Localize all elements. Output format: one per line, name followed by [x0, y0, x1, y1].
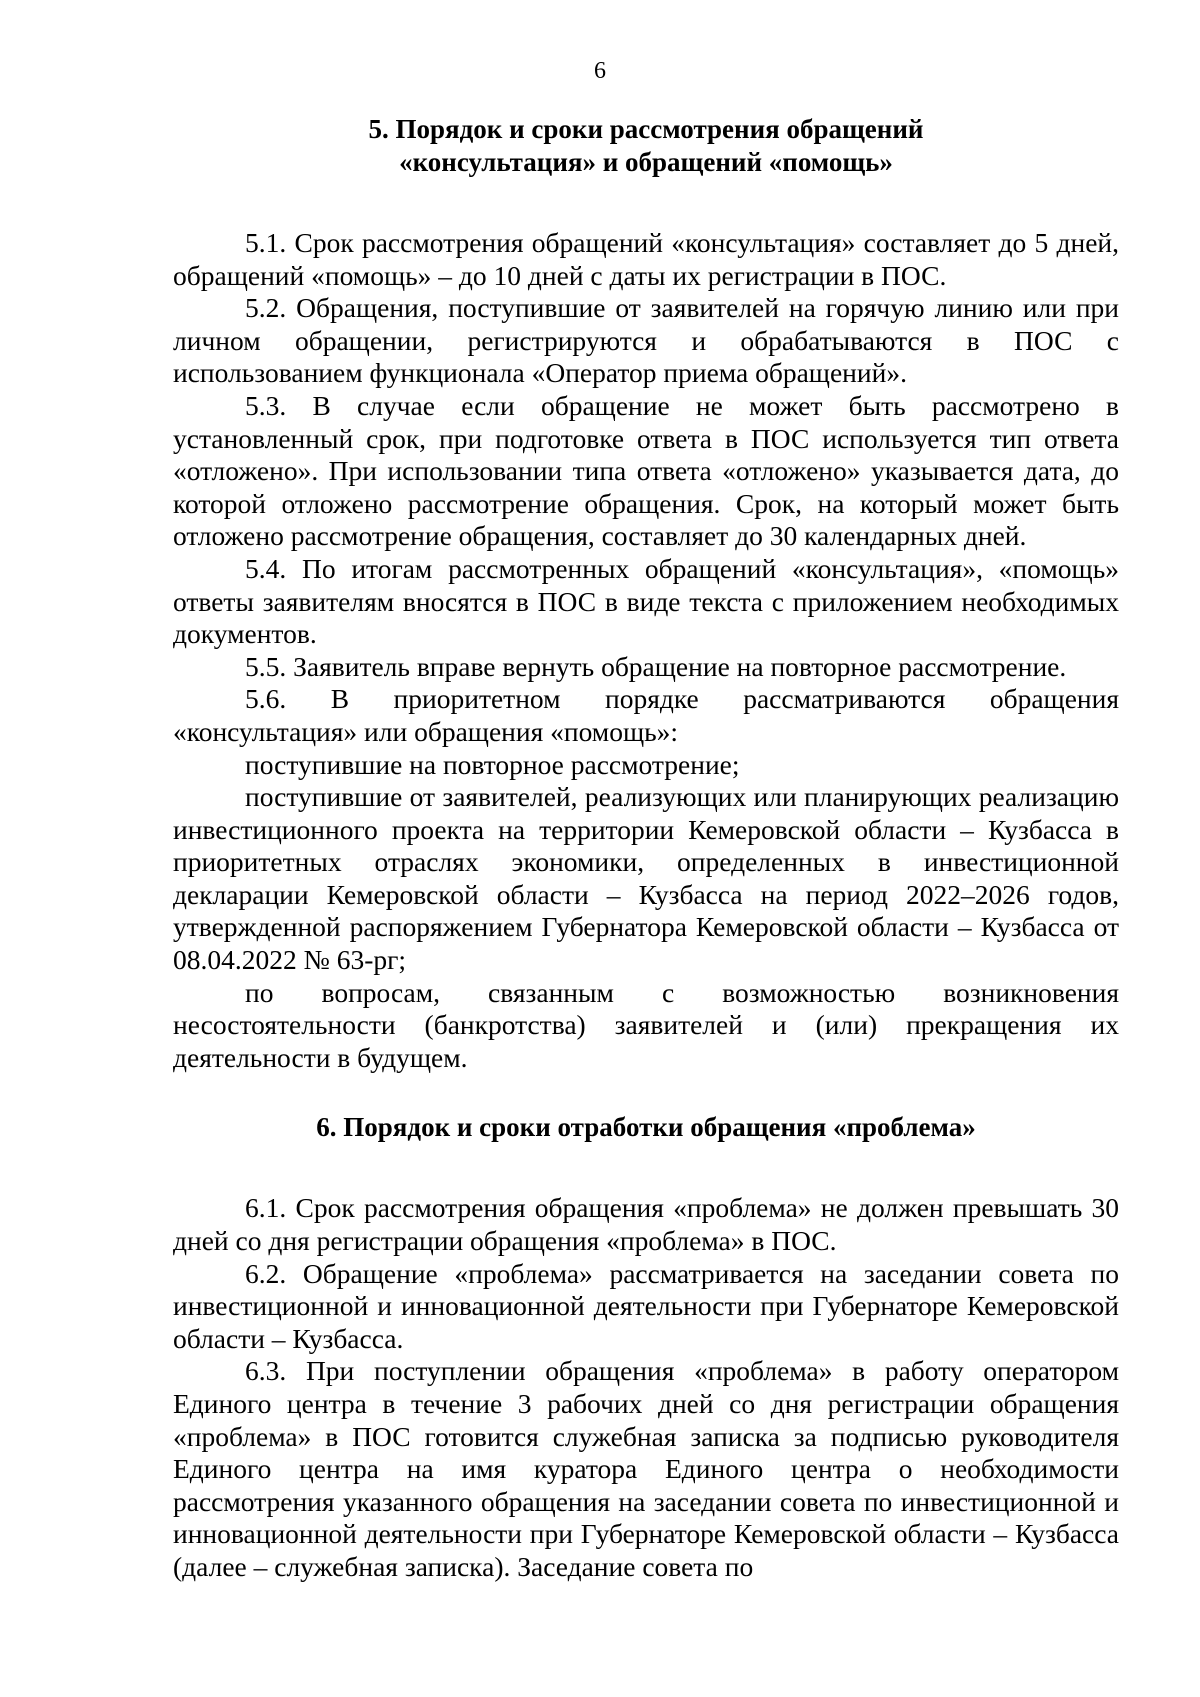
paragraph-6-3: 6.3. При поступлении обращения «проблема» в работу оператором Единого центра в течение 3 рабочих дней со дня регистрации обращения «проблема» в ПОС готовится служебная записка за подписью руководителя Единого центра на имя куратора Единого центра о необходимости рассмотрения указанного обращения на заседании совета по инвестиционной и инновационной деятельности при Губернаторе Кемеровской области – Кузбасса (далее – служебная записка). Заседание совета по	[173, 1355, 1119, 1582]
priority-item-repeat-review: поступившие на повторное рассмотрение;	[245, 748, 740, 780]
paragraph-5-6: 5.6. В приоритетном порядке рассматриваются обращения «консультация» или обращения «помощь»:	[173, 683, 1119, 747]
section-6-heading: 6. Порядок и сроки отработки обращения «проблема»	[316, 1112, 976, 1143]
paragraph-6-2: 6.2. Обращение «проблема» рассматривается на заседании совета по инвестиционной и инновационной деятельности при Губернаторе Кемеровской области – Кузбасса.	[173, 1257, 1119, 1354]
paragraph-5-3: 5.3. В случае если обращение не может быть рассмотрено в установленный срок, при подготовке ответа в ПОС используется тип ответа «отложено». При использовании типа ответа «отложено» указывается дата, до которой отложено рассмотрение обращения. Срок, на который может быть отложено рассмотрение обращения, составляет до 30 календарных дней.	[173, 389, 1119, 552]
priority-item-bankruptcy: по вопросам, связанным с возможностью возникновения несостоятельности (банкротства) заявителей и (или) прекращения их деятельности в будущем.	[173, 976, 1119, 1073]
paragraph-5-4: 5.4. По итогам рассмотренных обращений «консультация», «помощь» ответы заявителям вносятся в ПОС в виде текста с приложением необходимых документов.	[173, 552, 1119, 650]
section-5-heading-line-1: 5. Порядок и сроки рассмотрения обращений	[368, 114, 924, 144]
paragraph-5-1: 5.1. Срок рассмотрения обращений «консультация» составляет до 5 дней, обращений «помощь» – до 10 дней с даты их регистрации в ПОС.	[173, 227, 1119, 291]
paragraph-5-2: 5.2. Обращения, поступившие от заявителей на горячую линию или при личном обращении, регистрируются и обрабатываются в ПОС с использованием функционала «Оператор приема обращений».	[173, 292, 1119, 389]
document-body	[173, 113, 1119, 1584]
paragraph-5-5: 5.5. Заявитель вправе вернуть обращение на повторное рассмотрение.	[245, 650, 1067, 682]
priority-item-investors: поступившие от заявителей, реализующих или планирующих реализацию инвестиционного проекта на территории Кемеровской области – Кузбасса в приоритетных отраслях экономики, определенных в инвестиционной декларации Кемеровской области – Кузбасса на период 2022–2026 годов, утвержденной распоряжением Губернатора Кемеровской области – Кузбасса от 08.04.2022 № 63-рг;	[173, 781, 1119, 976]
page-number: 6	[594, 58, 606, 84]
paragraph-6-1: 6.1. Срок рассмотрения обращения «проблема» не должен превышать 30 дней со дня регистрации обращения «проблема» в ПОС.	[173, 1192, 1119, 1257]
section-5-heading	[173, 113, 1119, 179]
section-5-heading-line-2: «консультация» и обращений «помощь»	[399, 147, 893, 177]
